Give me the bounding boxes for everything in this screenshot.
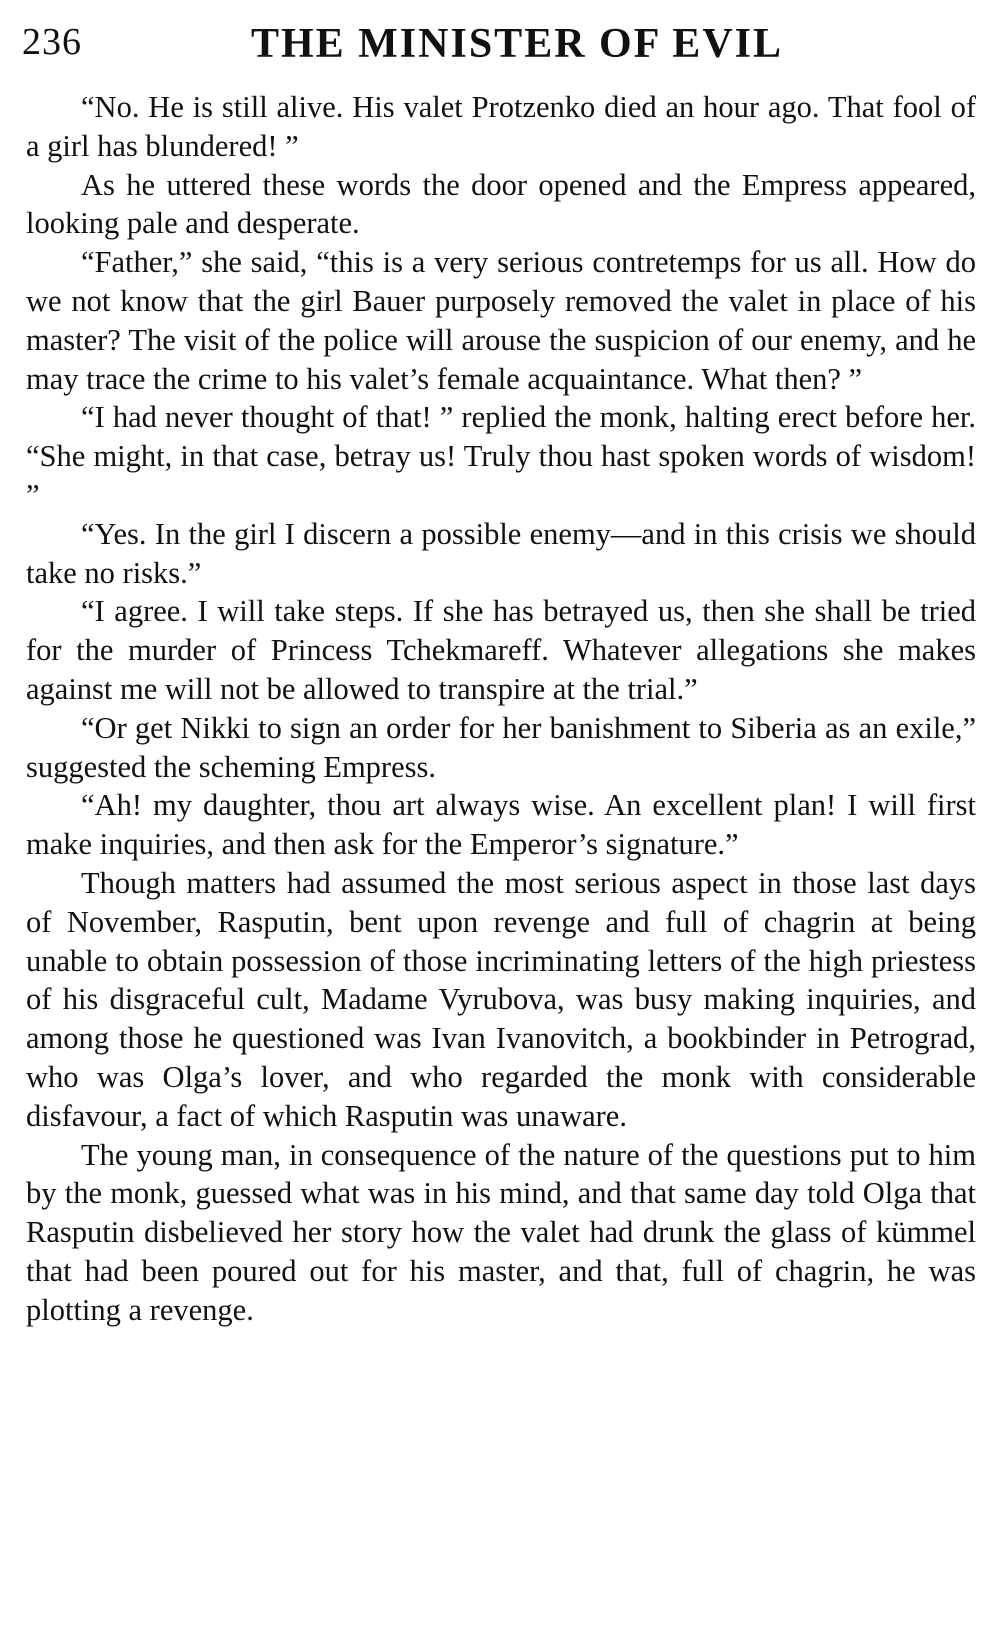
paragraph: “No. He is still alive. His valet Protzenko died an hour ago. That fool of a girl has blundered! ” xyxy=(26,90,976,163)
paragraph: Though matters had assumed the most serious aspect in those last days of November, Rasputin, bent upon revenge and full of chagrin at being unable to obtain possession of those incriminating letters of the high priestess of his disgraceful cult, Madame Vyrubova, was busy making inquiries, and among those he questioned was Ivan Ivanovitch, a bookbinder in Petrograd, who was Olga’s lover, and who regarded the monk with considerable disfavour, a fact of which Rasputin was unaware. xyxy=(26,865,976,1133)
page-number: 236 xyxy=(22,21,82,63)
paragraph: “I agree. I will take steps. If she has betrayed us, then she shall be tried for the murder of Princess Tchekmareff. Whatever allegations she makes against me will not be allowed to transpire at the trial.” xyxy=(26,594,976,706)
paragraph: “Ah! my daughter, thou art always wise. An excellent plan! I will first make inquiries, and then ask for the Emperor’s signature.” xyxy=(26,788,976,862)
paragraph: “Yes. In the girl I discern a possible enemy—and in this crisis we should take no risks.” xyxy=(26,516,976,590)
page-header xyxy=(22,14,972,74)
paragraph: “Or get Nikki to sign an order for her banishment to Siberia as an exile,” suggested the scheming Empress. xyxy=(26,710,976,784)
paragraph: The young man, in consequence of the nature of the questions put to him by the monk, guessed what was in his mind, and that same day told Olga that Rasputin disbelieved her story how the valet had drunk the glass of kümmel that had been poured out for his master, and that, full of chagrin, he was plotting a revenge. xyxy=(26,1137,976,1327)
paragraph: “Father,” she said, “this is a very serious contretemps for us all. How do we not know that the girl Bauer purposely removed the valet in place of his master? The visit of the police will arouse the suspicion of our enemy, and he may trace the crime to his valet’s female acquaintance. What then? ” xyxy=(26,245,976,396)
body-text xyxy=(26,88,976,1330)
running-title: THE MINISTER OF EVIL xyxy=(250,21,784,67)
paragraph: As he uttered these words the door opened and the Empress appeared, looking pale and desperate. xyxy=(26,167,976,241)
paragraph: “I had never thought of that! ” replied the monk, halting erect before her. “She might, in that case, betray us! Truly thou hast spoken words of wisdom! ” xyxy=(26,400,976,512)
